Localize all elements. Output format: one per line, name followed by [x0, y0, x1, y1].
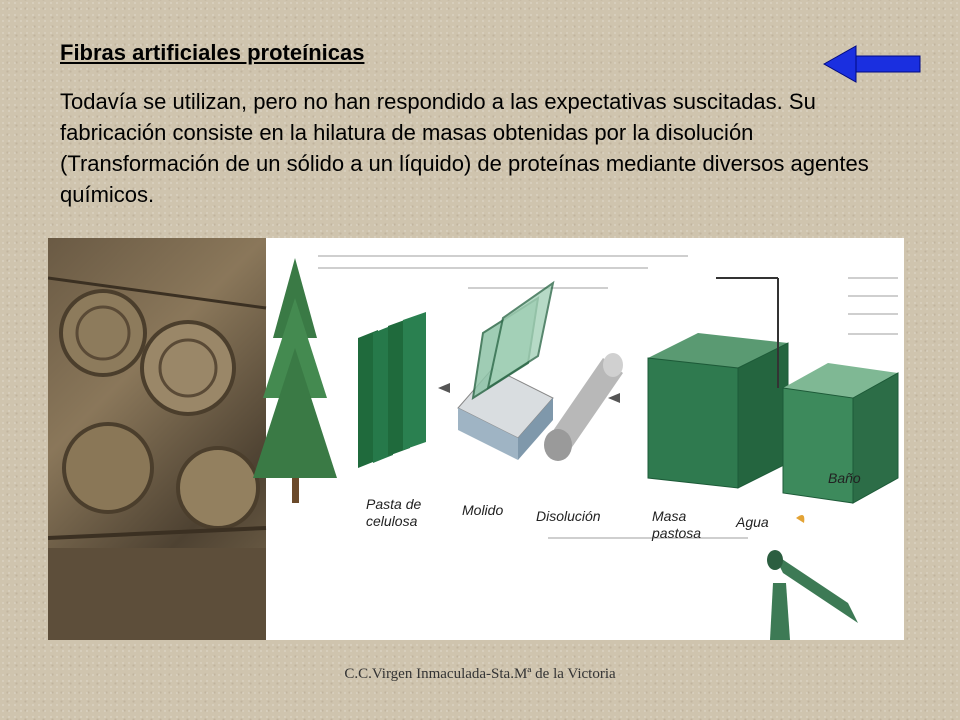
label-bano: Baño [828, 470, 861, 486]
paste-tank [648, 333, 788, 488]
milling-tray [458, 283, 553, 460]
process-diagram [48, 238, 904, 640]
pulp-sheets [358, 312, 426, 468]
back-arrow-button[interactable] [822, 44, 922, 84]
process-figure [48, 238, 904, 640]
fiber-roll [767, 515, 858, 640]
label-molido: Molido [462, 502, 504, 518]
spinning-rollers [48, 278, 266, 640]
left-arrow-icon [824, 46, 920, 82]
description-paragraph: Todavía se utilizan, pero no han respondido a las expectativas suscitadas. Su fabricación consiste en la hilatura de masas obtenidas por la disolución (Transformación de un sólido a un líquido) de proteínas mediante diversos agentes químicos. [60, 89, 869, 207]
label-disolucion: Disolución [536, 508, 601, 524]
tree-icon [253, 258, 337, 503]
label-pasta: Pasta de celulosa [366, 496, 422, 529]
label-masa: Masa pastosa [652, 508, 702, 541]
dissolution-cylinder [544, 353, 623, 461]
footer-credit: C.C.Virgen Inmaculada-Sta.Mª de la Victoria [344, 666, 616, 682]
slide-title: Fibras artificiales proteínicas [60, 40, 365, 65]
label-agua: Agua [736, 514, 769, 530]
